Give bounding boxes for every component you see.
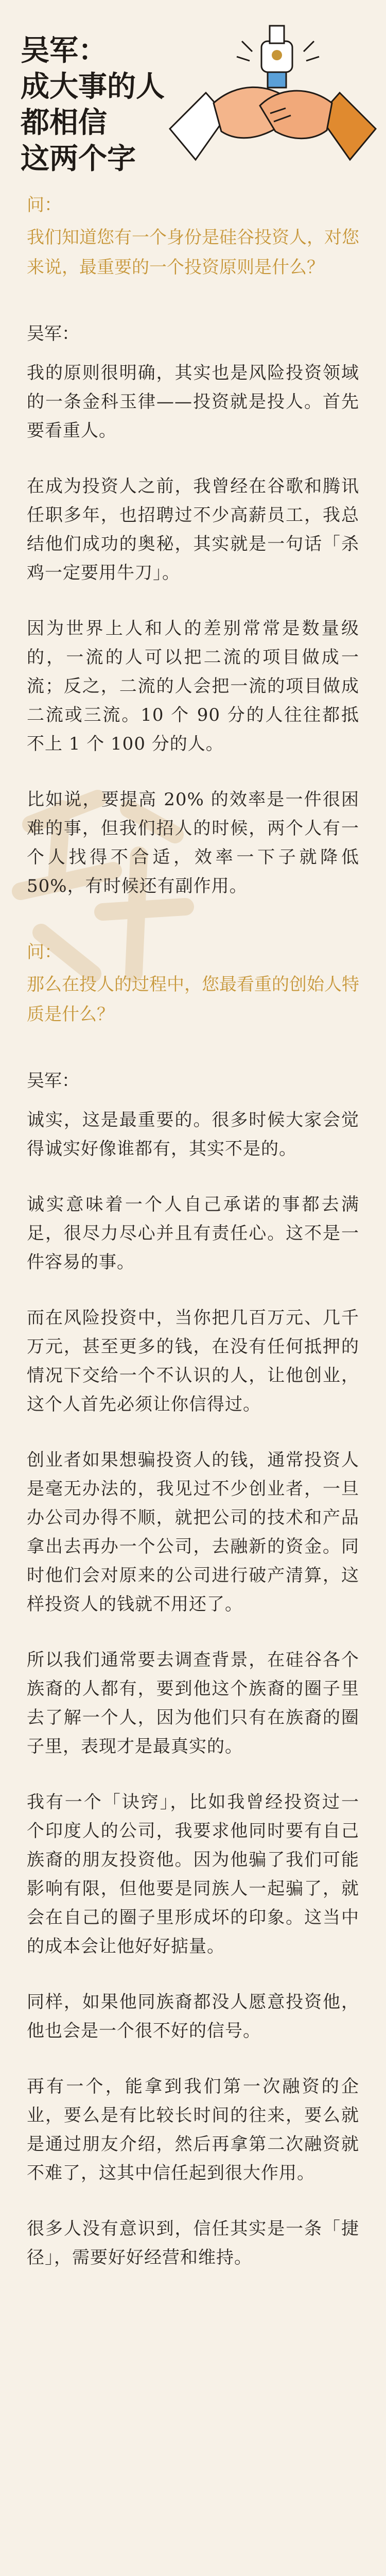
- answer-paragraph: 在成为投资人之前，我曾经在谷歌和腾讯任职多年，也招聘过不少高薪员工，我总结他们成功的奥秘，其实就是一句话「杀鸡一定要用牛刀」。: [27, 476, 359, 583]
- answer-paragraph: 创业者如果想骗投资人的钱，通常投资人是毫无办法的，我见过不少创业者，一旦办公司办得不顺，就把公司的技术和产品拿出去再办一个公司，去融新的资金。同时他们会对原来的公司进行破产清算，这样投资人的钱就不用还了。: [27, 1450, 359, 1615]
- answer-paragraph: 因为世界上人和人的差别常常是数量级的，一流的人可以把二流的项目做成一流；反之，二流的人会把一流的项目做成二流或三流。10 个 90 分的人往往都抵不上 1 个 100 分的人。: [27, 618, 359, 754]
- answer-paragraph: 很多人没有意识到，信任其实是一条「捷径」，需要好好经营和维持。: [27, 2218, 359, 2268]
- answer-paragraph: 同样，如果他同族裔都没人愿意投资他，他也会是一个很不好的信号。: [27, 1992, 359, 2041]
- question-text: 我们知道您有一个身份是硅谷投资人，对您来说，最重要的一个投资原则是什么？: [27, 227, 359, 278]
- handshake-illustration: [165, 5, 381, 185]
- answer-paragraph: 我有一个「诀窍」，比如我曾经投资过一个印度人的公司，我要求他同时要有自己族裔的朋友投资他。因为他骗了我们可能影响有限，但他要是同族人一起骗了，就会在自己的圈子里形成坏的印象。这当中的成本会让他好好掂量。: [27, 1792, 359, 1957]
- answer-paragraph: 诚实，这是最重要的。很多时候大家会觉得诚实好像谁都有，其实不是的。: [27, 1110, 359, 1159]
- page-title: 吴军： 成大事的人 都相信 这两个字: [21, 34, 165, 176]
- answer-paragraph: 我的原则很明确，其实也是风险投资领域的一条金科玉律——投资就是投人。首先要看重人。: [27, 363, 359, 441]
- answer-block-1: [27, 319, 359, 901]
- question-label: 问：: [27, 942, 62, 962]
- header: [0, 0, 386, 191]
- answer-paragraph: 而在风险投资中，当你把几百万元、几千万元，甚至更多的钱，在没有任何抵押的情况下交给一个不认识的人，让他创业，这个人首先必须让你信得过。: [27, 1308, 359, 1415]
- question-text: 那么在投人的过程中，您最看重的创始人特质是什么？: [27, 974, 359, 1025]
- answer-paragraph: 诚实意味着一个人自己承诺的事都去满足，很尽力尽心并且有责任心。这不是一件容易的事。: [27, 1194, 359, 1273]
- answer-paragraph: 比如说，要提高 20% 的效率是一件很困难的事，但我们招人的时候，两个人有一个人找得不合适，效率一下子就降低 50%，有时候还有副作用。: [27, 789, 359, 896]
- answer-label: 吴军：: [27, 1071, 79, 1091]
- answer-paragraph: 所以我们通常要去调查背景，在硅谷各个族裔的人都有，要到他这个族裔的圈子里去了解一个人，因为他们只有在族裔的圈子里，表现才是最真实的。: [27, 1650, 359, 1757]
- question-block-1: [27, 191, 359, 282]
- question-block-2: [27, 938, 359, 1029]
- question-label: 问：: [27, 195, 62, 215]
- answer-paragraph: 再有一个，能拿到我们第一次融资的企业，要么是有比较长时间的往来，要么就是通过朋友介绍，然后再拿第二次融资就不难了，这其中信任起到很大作用。: [27, 2076, 359, 2183]
- bottle-icon: [261, 26, 292, 88]
- article-body: [0, 191, 386, 2272]
- answer-block-2: [27, 1066, 359, 2272]
- answer-label: 吴军：: [27, 324, 79, 344]
